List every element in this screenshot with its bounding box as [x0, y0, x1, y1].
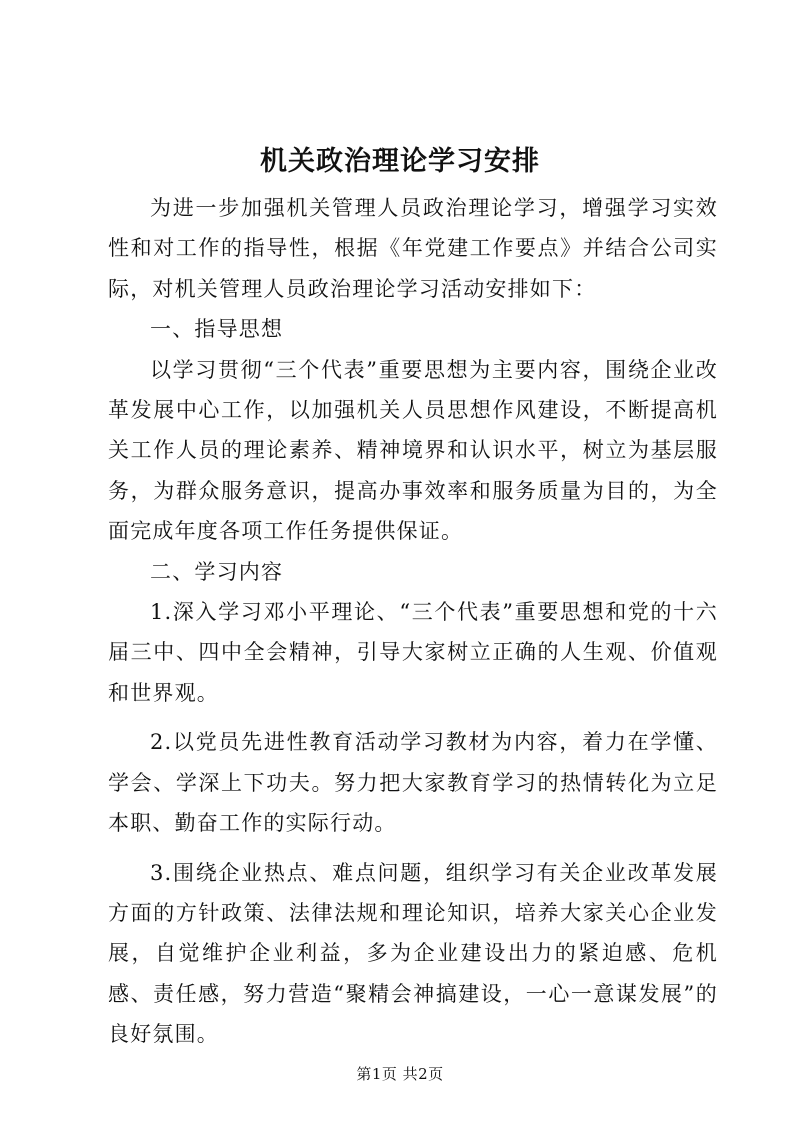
- document-body: [108, 188, 718, 1055]
- section-heading-study-content: 二、学习内容: [150, 559, 284, 584]
- study-item-3: 3.围绕企业热点、难点问题，组织学习有关企业改革发展方面的方针政策、法律法规和理论知识，培养大家关心企业发展，自觉维护企业利益，多为企业建设出力的紧迫感、危机感、责任感，努力营造“聚精会神搞建设，一心一意谋发展”的良好氛围。: [108, 860, 718, 1047]
- study-item-2: 2.以党员先进性教育活动学习教材为内容，着力在学懂、学会、学深上下功夫。努力把大家教育学习的热情转化为立足本职、勤奋工作的实际行动。: [108, 730, 718, 836]
- page-number-footer: 第1页 共2页: [356, 1065, 444, 1083]
- document-title: 机关政治理论学习安排: [260, 146, 540, 177]
- study-item-1: 1.深入学习邓小平理论、“三个代表”重要思想和党的十六届三中、四中全会精神，引导大家树立正确的人生观、价值观和世界观。: [108, 600, 718, 705]
- section-heading-guiding-ideology: 一、指导思想: [150, 317, 284, 342]
- guiding-ideology-paragraph: 以学习贯彻“三个代表”重要思想为主要内容，围绕企业改革发展中心工作，以加强机关人员思想作风建设，不断提高机关工作人员的理论素养、精神境界和认识水平，树立为基层服务，为群众服务意识，提高办事效率和服务质量为目的，为全面完成年度各项工作任务提供保证。: [108, 357, 718, 544]
- intro-paragraph: 为进一步加强机关管理人员政治理论学习，增强学习实效性和对工作的指导性，根据《年党建工作要点》并结合公司实际，对机关管理人员政治理论学习活动安排如下：: [108, 196, 718, 301]
